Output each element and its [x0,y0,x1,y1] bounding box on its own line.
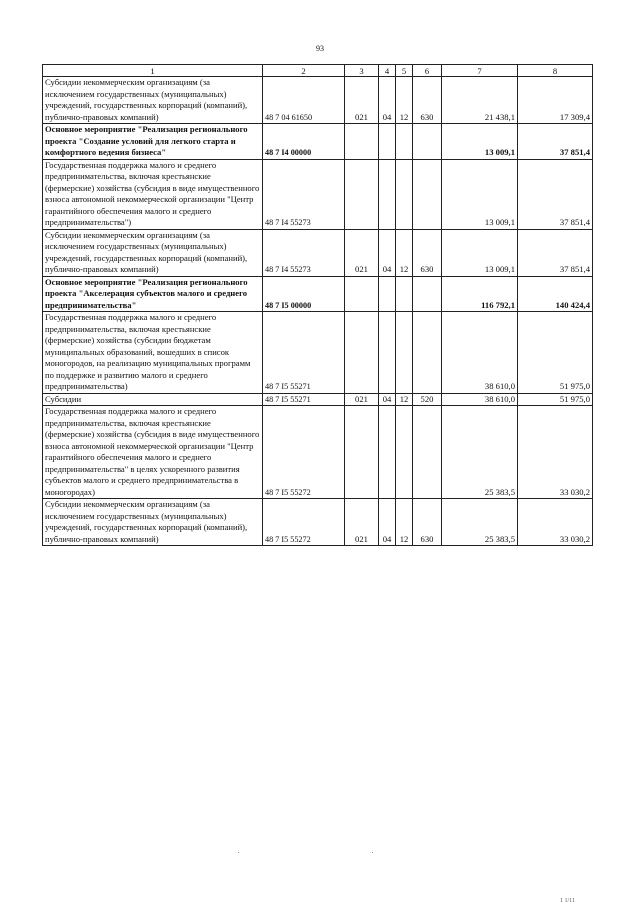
cell-c3 [345,406,379,499]
cell-c3: 021 [345,229,379,276]
column-header: 3 [345,65,379,77]
header-row [43,65,593,77]
column-header: 6 [413,65,442,77]
cell-v7: 38 610,0 [442,312,518,394]
cell-c6: 630 [413,229,442,276]
cell-c6 [413,276,442,312]
table-row [43,229,593,276]
cell-c3: 021 [345,393,379,406]
cell-v8: 37 851,4 [518,159,593,229]
cell-v7: 13 009,1 [442,229,518,276]
cell-c4: 04 [379,499,396,546]
scan-speck [238,852,239,853]
cell-v7: 38 610,0 [442,393,518,406]
cell-c3 [345,276,379,312]
cell-code: 48 7 I5 55272 [263,406,345,499]
column-header: 4 [379,65,396,77]
cell-c6 [413,159,442,229]
cell-v8: 37 851,4 [518,124,593,160]
cell-v8: 51 975,0 [518,393,593,406]
cell-c3: 021 [345,77,379,124]
cell-v8: 51 975,0 [518,312,593,394]
cell-c6 [413,312,442,394]
cell-name: Субсидии некоммерческим организациям (за исключением государственных (муниципальных) учреждений, государственных корпораций (компаний), публично-правовых компаний) [43,77,263,124]
cell-name: Государственная поддержка малого и среднего предпринимательства, включая крестьянские (фермерские) хозяйства (субсидия в виде имущественного взноса автономной некоммерческой организации "Центр гарантийного обеспечения малого и среднего предпринимательства") [43,159,263,229]
cell-code: 48 7 04 61650 [263,77,345,124]
cell-c4 [379,406,396,499]
cell-code: 48 7 I5 55271 [263,312,345,394]
cell-v8: 37 851,4 [518,229,593,276]
cell-code: 48 7 I5 55272 [263,499,345,546]
table-row [43,312,593,394]
cell-v8: 33 030,2 [518,406,593,499]
cell-name: Субсидии некоммерческим организациям (за исключением государственных (муниципальных) учреждений, государственных корпораций (компаний), публично-правовых компаний) [43,499,263,546]
cell-v7: 13 009,1 [442,159,518,229]
column-header: 8 [518,65,593,77]
table-row [43,77,593,124]
cell-v7: 21 438,1 [442,77,518,124]
table-row [43,159,593,229]
cell-c5 [396,406,413,499]
cell-c4: 04 [379,393,396,406]
cell-c5: 12 [396,499,413,546]
cell-v8: 140 424,4 [518,276,593,312]
cell-v8: 33 030,2 [518,499,593,546]
cell-c6: 520 [413,393,442,406]
cell-c3 [345,124,379,160]
column-header: 5 [396,65,413,77]
cell-c5: 12 [396,393,413,406]
cell-code: 48 7 I5 55271 [263,393,345,406]
cell-c3: 021 [345,499,379,546]
budget-table [42,64,593,546]
cell-name: Субсидии [43,393,263,406]
cell-c5 [396,276,413,312]
cell-name: Основное мероприятие "Реализация регионального проекта "Создание условий для легкого старта и комфортного ведения бизнеса" [43,124,263,160]
column-header: 1 [43,65,263,77]
cell-c6: 630 [413,499,442,546]
table-body [43,65,593,546]
cell-v7: 116 792,1 [442,276,518,312]
cell-v7: 13 009,1 [442,124,518,160]
cell-c6 [413,406,442,499]
cell-c5: 12 [396,77,413,124]
cell-c3 [345,159,379,229]
cell-c3 [345,312,379,394]
cell-code: 48 7 I5 00000 [263,276,345,312]
cell-c4 [379,124,396,160]
cell-c4 [379,159,396,229]
cell-c4: 04 [379,229,396,276]
table-row [43,124,593,160]
cell-c5 [396,159,413,229]
cell-c6: 630 [413,77,442,124]
cell-code: 48 7 I4 55273 [263,159,345,229]
cell-v7: 25 383,5 [442,406,518,499]
cell-code: 48 7 I4 55273 [263,229,345,276]
cell-c5: 12 [396,229,413,276]
cell-c6 [413,124,442,160]
cell-v8: 17 309,4 [518,77,593,124]
cell-name: Субсидии некоммерческим организациям (за исключением государственных (муниципальных) учреждений, государственных корпораций (компаний), публично-правовых компаний) [43,229,263,276]
table-row [43,406,593,499]
cell-c5 [396,312,413,394]
footer-mark: 1 1/11 [560,898,575,904]
table-row [43,393,593,406]
table-row [43,499,593,546]
cell-c4: 04 [379,77,396,124]
table-row [43,276,593,312]
page-number: 93 [316,44,324,53]
cell-name: Государственная поддержка малого и среднего предпринимательства, включая крестьянские (фермерские) хозяйства (субсидия в виде имущественного взноса автономной некоммерческой организации "Центр гарантийного обеспечения малого и среднего предпринимательства" в целях ускоренного развития субъектов малого и среднего предпринимательства в моногородах) [43,406,263,499]
column-header: 7 [442,65,518,77]
cell-name: Государственная поддержка малого и среднего предпринимательства, включая крестьянские (фермерские) хозяйства (субсидии бюджетам муниципальных образований, вошедших в список моногородов, на реализацию муниципальных программ по поддержке и развитию малого и среднего предпринимательства) [43,312,263,394]
scan-speck [372,852,373,853]
cell-code: 48 7 I4 00000 [263,124,345,160]
cell-v7: 25 383,5 [442,499,518,546]
cell-c5 [396,124,413,160]
column-header: 2 [263,65,345,77]
cell-c4 [379,312,396,394]
cell-c4 [379,276,396,312]
cell-name: Основное мероприятие "Реализация регионального проекта "Акселерация субъектов малого и среднего предпринимательства" [43,276,263,312]
